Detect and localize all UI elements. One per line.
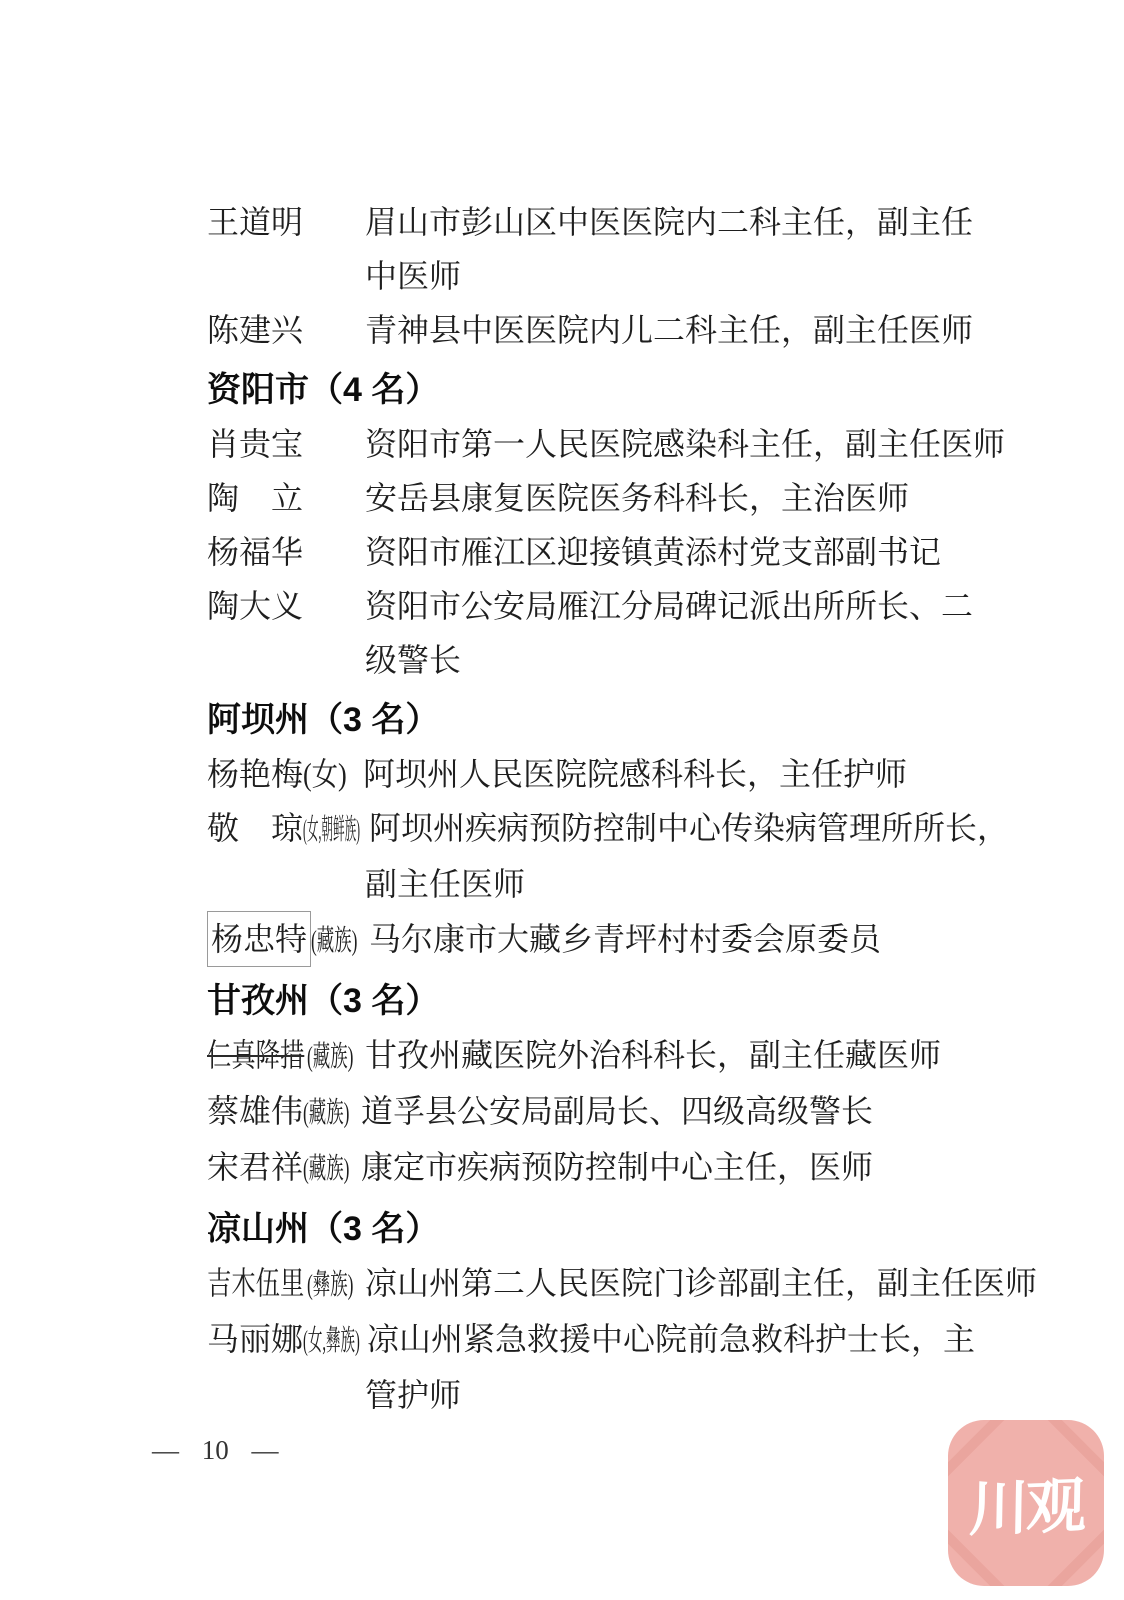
- gender-ethnicity-tag: (女,朝鲜族): [303, 814, 361, 846]
- person-name-struck: 仁真降措: [207, 1037, 305, 1073]
- person-name: 陶立: [207, 480, 303, 516]
- position-text: 凉山州紧急救援中心院前急救科护士长，主: [367, 1321, 976, 1357]
- person-name: 敬琼: [207, 810, 303, 846]
- position-line: 青神县中医医院内儿二科主任，副主任医师: [365, 312, 974, 348]
- watermark-text: 川观: [968, 1473, 1084, 1543]
- position-line: 级警长: [365, 642, 462, 678]
- position-line: 管护师: [365, 1377, 462, 1413]
- roster-entry: [207, 801, 1057, 911]
- roster-entry: [207, 195, 1057, 303]
- ethnicity-tag: (藏族): [307, 1041, 354, 1073]
- section-header: 甘孜州（3 名）: [207, 982, 440, 1020]
- ethnicity-tag: (藏族): [311, 925, 358, 957]
- position-text: 阿坝州人民医院院感科科长，主任护师: [363, 756, 908, 792]
- position-line: 资阳市雁江区迎接镇黄添村党支部副书记: [365, 534, 942, 570]
- person-name: 蔡雄伟: [207, 1093, 304, 1129]
- position-line: 眉山市彭山区中医医院内二科主任，副主任: [365, 204, 974, 240]
- roster-entry: [207, 417, 1057, 471]
- section-header: 资阳市（4 名）: [207, 371, 440, 409]
- position-line: 资阳市公安局雁江分局碑记派出所所长、二: [365, 588, 974, 624]
- ethnicity-tag: (藏族): [303, 1097, 350, 1129]
- person-name: 杨福华: [207, 534, 304, 570]
- section-header: 阿坝州（3 名）: [207, 701, 440, 739]
- roster-entry: [207, 1256, 1057, 1312]
- person-name: 肖贵宝: [207, 426, 304, 462]
- person-name: 王道明: [207, 204, 304, 240]
- position-text: 凉山州第二人民医院门诊部副主任，副主任医师: [365, 1265, 1038, 1301]
- position-text: 道孚县公安局副局长、四级高级警长: [361, 1093, 874, 1129]
- chuanguan-watermark-logo: [948, 1420, 1104, 1586]
- ethnicity-tag: (藏族): [303, 1153, 350, 1185]
- position-line: 资阳市第一人民医院感染科主任，副主任医师: [365, 426, 1006, 462]
- gender-ethnicity-tag: (女): [303, 756, 347, 792]
- person-name: 陈建兴: [207, 312, 304, 348]
- position-text: 马尔康市大藏乡青坪村村委会原委员: [369, 921, 882, 957]
- roster-entry: [207, 1084, 1057, 1140]
- position-text: 阿坝州疾病预防控制中心传染病管理所所长，: [369, 810, 1010, 846]
- person-name: 马丽娜: [207, 1321, 304, 1357]
- position-line: 副主任医师: [365, 866, 526, 902]
- section-header: 凉山州（3 名）: [207, 1210, 440, 1248]
- roster-entry: [207, 747, 1057, 801]
- roster-entry: [207, 525, 1057, 579]
- roster-entry: [207, 303, 1057, 357]
- person-name-boxed: 杨忠特: [207, 911, 311, 967]
- roster-entry: [207, 579, 1057, 687]
- position-text: 康定市疾病预防控制中心主任，医师: [361, 1149, 874, 1185]
- roster-entry: [207, 911, 1057, 968]
- roster-content: [207, 195, 1057, 1422]
- position-line: 安岳县康复医院医务科科长，主治医师: [365, 480, 910, 516]
- person-name: 杨艳梅: [207, 756, 304, 792]
- position-line: 中医师: [365, 258, 462, 294]
- page-number: — 10 —: [152, 1435, 279, 1465]
- roster-entry: [207, 471, 1057, 525]
- person-name: 陶大义: [207, 588, 304, 624]
- roster-entry: [207, 1028, 1057, 1084]
- gender-ethnicity-tag: (女,彝族): [303, 1325, 360, 1357]
- roster-entry: [207, 1140, 1057, 1196]
- position-text: 甘孜州藏医院外治科科长，副主任藏医师: [365, 1037, 942, 1073]
- roster-entry: [207, 1312, 1057, 1422]
- ethnicity-tag: (彝族): [307, 1269, 354, 1301]
- person-name: 吉木伍里: [207, 1265, 305, 1301]
- person-name: 宋君祥: [207, 1149, 304, 1185]
